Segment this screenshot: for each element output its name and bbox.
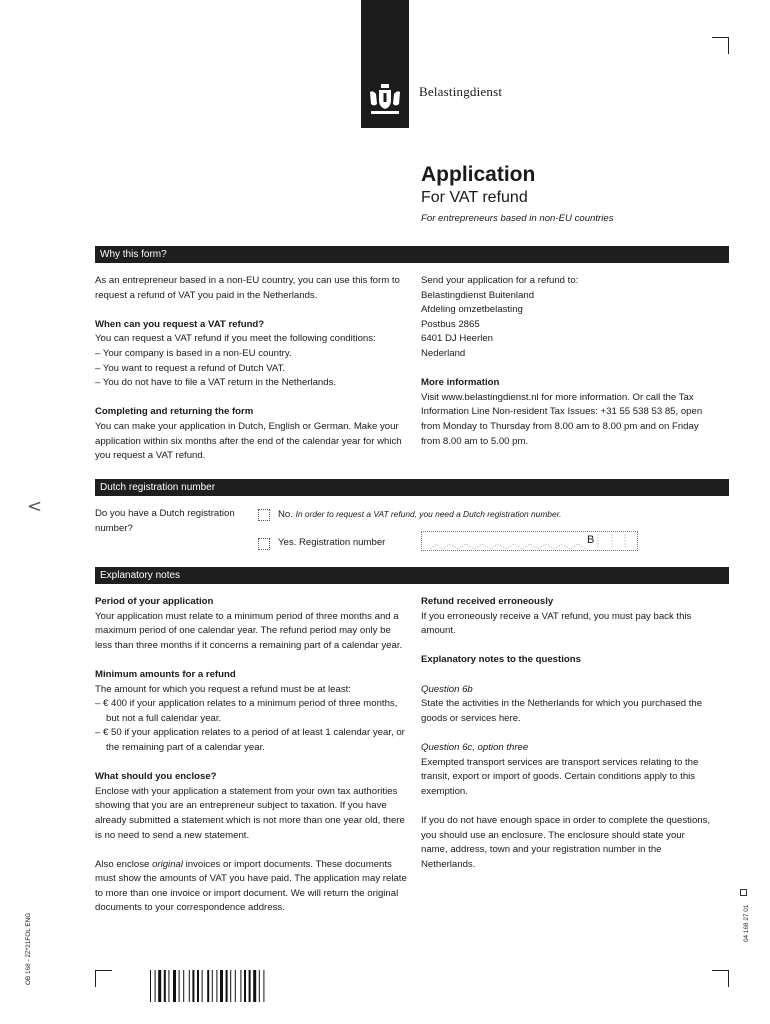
notes-left-column xyxy=(95,595,407,916)
address-line: Postbus 2865 xyxy=(421,318,480,330)
q6b-label: Question 6b xyxy=(421,683,473,695)
minimum-text: The amount for which you request a refund must be at least: xyxy=(95,683,351,695)
crest-icon xyxy=(367,82,403,116)
crop-mark-top-right xyxy=(712,37,729,54)
why-right-column xyxy=(421,274,711,449)
page-subtitle: For VAT refund xyxy=(421,189,528,206)
barcode-bar xyxy=(216,970,217,1002)
also-enclose-b: invoices or import documents. These documents must show the amounts of VAT you have paid. The application may relate to more than one invoice or import document. We will return the original documents to your correspondence address. xyxy=(95,858,407,914)
section-bar-why: Why this form? xyxy=(95,246,729,263)
barcode-bar xyxy=(197,970,199,1002)
left-form-code: OB 168 - 2Z*21FOL ENG xyxy=(25,912,32,985)
barcode-bar xyxy=(192,970,194,1002)
barcode-bar xyxy=(259,970,260,1002)
address-line: Nederland xyxy=(421,347,466,359)
section-bar-registration: Dutch registration number xyxy=(95,479,729,496)
also-enclose-italic: original xyxy=(152,858,183,870)
more-info-heading: More information xyxy=(421,377,500,389)
yes-label: Yes. Registration number xyxy=(278,537,386,548)
why-intro: As an entrepreneur based in a non-EU country, you can use this form to request a refund of VAT you paid in the Netherlands. xyxy=(95,275,400,301)
no-label: No. xyxy=(278,509,293,520)
questions-heading: Explanatory notes to the questions xyxy=(421,654,581,666)
no-note: In order to request a VAT refund, you need a Dutch registration number. xyxy=(295,509,562,519)
also-enclose-a: Also enclose xyxy=(95,858,153,870)
q6b-text: State the activities in the Netherlands for which you purchased the goods or services here. xyxy=(421,698,703,724)
barcode-bar xyxy=(249,970,251,1002)
enclose-text: Enclose with your application a statement from your own tax authorities showing that you are an entrepreneur subject to taxation. If you have already submitted a statement which is not more than one year old, there is no need to send a new statement. xyxy=(95,785,405,841)
yes-checkbox[interactable] xyxy=(258,538,270,550)
notes-right-column xyxy=(421,595,711,872)
reg-question: Do you have a Dutch registration number? xyxy=(95,508,235,534)
enclose-heading: What should you enclose? xyxy=(95,771,217,783)
barcode-bar xyxy=(235,970,236,1002)
barcode-bar xyxy=(183,970,184,1002)
condition-item: – You do not have to file a VAT return in the Netherlands. xyxy=(95,377,337,389)
barcode-bar xyxy=(230,970,231,1002)
barcode xyxy=(150,970,314,1002)
barcode-bar xyxy=(207,970,209,1002)
completing-heading: Completing and returning the form xyxy=(95,406,254,418)
barcode-bar xyxy=(164,970,166,1002)
field-segment-marks xyxy=(422,532,637,550)
page-title: Application xyxy=(421,163,536,186)
minimum-item: – € 50 if your application relates to a period of at least 1 calendar year, or the remaining part of a calendar year. xyxy=(95,727,405,753)
erroneous-heading: Refund received erroneously xyxy=(421,596,554,607)
fold-mark-icon: < xyxy=(27,496,43,517)
minimum-item: – € 400 if your application relates to a minimum period of three months, but not a full calendar year. xyxy=(95,698,398,724)
barcode-bar xyxy=(220,970,223,1002)
barcode-bar xyxy=(244,970,246,1002)
barcode-bar xyxy=(202,970,203,1002)
also-enclose-text xyxy=(95,858,407,916)
no-checkbox[interactable] xyxy=(258,509,270,521)
barcode-bar xyxy=(240,970,241,1002)
address-line: 6401 DJ Heerlen xyxy=(421,333,493,345)
completing-text: You can make your application in Dutch, English or German. Make your application within six months after the end of the calendar year for which you request a VAT refund. xyxy=(95,420,402,462)
barcode-bar xyxy=(168,970,169,1002)
barcode-bar xyxy=(263,970,264,1002)
brand-name: Belastingdienst xyxy=(419,84,503,99)
erroneous-text: If you erroneously receive a VAT refund, you must pay back this amount. xyxy=(421,610,692,637)
more-info-text: Visit www.belastingdienst.nl for more information. Or call the Tax Information Line Non-resident Tax Issues: +31 55 538 53 85, open from Monday to Thursday from 8.00 am to 8.00 pm and on Friday from 8.00 am to 5.00 pm. xyxy=(421,391,703,447)
crop-mark-bottom-right xyxy=(712,970,729,987)
barcode-bar xyxy=(158,970,161,1002)
when-text: You can request a VAT refund if you meet the following conditions: xyxy=(95,333,376,345)
barcode-bar xyxy=(179,970,180,1002)
condition-item: – Your company is based in a non-EU country. xyxy=(95,347,292,359)
barcode-bar xyxy=(253,970,256,1002)
q6c-label: Question 6c, option three xyxy=(421,741,529,753)
send-to-label: Send your application for a refund to: xyxy=(421,275,579,286)
barcode-bar xyxy=(212,970,213,1002)
barcode-bar xyxy=(173,970,176,1002)
why-left-column xyxy=(95,274,415,464)
crop-mark-bottom-left xyxy=(95,970,112,987)
logo-bar xyxy=(361,0,409,128)
barcode-bar xyxy=(155,970,156,1002)
condition-item: – You want to request a refund of Dutch VAT. xyxy=(95,362,286,374)
address-line: Afdeling omzetbelasting xyxy=(421,304,523,316)
section-bar-notes: Explanatory notes xyxy=(95,567,729,584)
q6c-text: Exempted transport services are transport services relating to the transit, export or import of goods. Certain conditions apply to this exemption. xyxy=(421,756,699,797)
no-option xyxy=(278,507,561,523)
registration-number-field[interactable] xyxy=(421,531,638,551)
barcode-bar xyxy=(189,970,190,1002)
period-heading: Period of your application xyxy=(95,596,214,607)
when-heading: When can you request a VAT refund? xyxy=(95,318,265,330)
right-form-code: 04 168 27 01 xyxy=(743,904,750,942)
page-tagline: For entrepreneurs based in non-EU countries xyxy=(421,213,614,224)
address-line: Belastingdienst Buitenland xyxy=(421,289,535,301)
minimum-heading: Minimum amounts for a refund xyxy=(95,668,236,680)
enclosure-text: If you do not have enough space in order to complete the questions, you should use an enclosure. The enclosure should state your name, address, town and your registration number in the Netherlands. xyxy=(421,814,711,870)
barcode-bar xyxy=(226,970,228,1002)
right-margin-square xyxy=(740,889,747,896)
period-text: Your application must relate to a minimum period of three months and a maximum period of one calendar year. The refund period may only be less than three months if it concerns a remaining part of a calendar year. xyxy=(95,610,403,651)
barcode-bar xyxy=(150,970,151,1002)
registration-letter: B xyxy=(587,534,595,546)
